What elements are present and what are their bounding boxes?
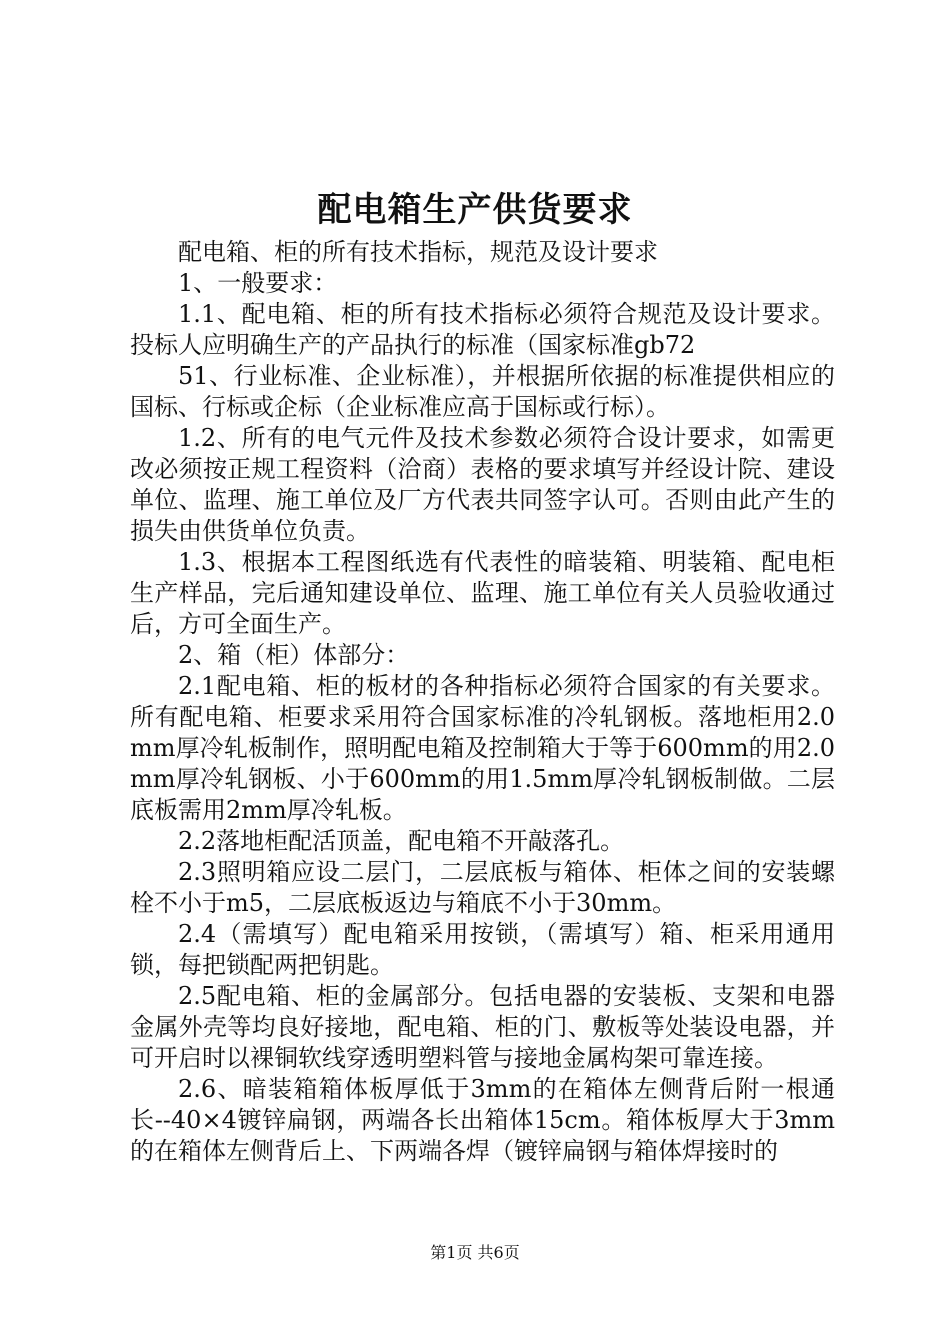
paragraph-2-1: 2.1配电箱、柜的板材的各种指标必须符合国家的有关要求。所有配电箱、柜要求采用符合国家标准的冷轧钢板。落地柜用2.0mm厚冷轧板制作，照明配电箱及控制箱大于等于600mm的用2.0mm厚冷轧钢板、小于600mm的用1.5mm厚冷轧钢板制做。二层底板需用2mm厚冷轧板。 <box>130 672 835 824</box>
paragraph-2-6: 2.6、暗装箱箱体板厚低于3mm的在箱体左侧背后附一根通长--40×4镀锌扁钢，两端各长出箱体15cm。箱体板厚大于3mm的在箱体左侧背后上、下两端各焊（镀锌扁钢与箱体焊接时的 <box>130 1075 835 1165</box>
paragraph-section-2-heading: 2、箱（柜）体部分： <box>178 641 410 669</box>
paragraph-1-3: 1.3、根据本工程图纸选有代表性的暗装箱、明装箱、配电柜生产样品，完后通知建设单位、监理、施工单位有关人员验收通过后，方可全面生产。 <box>130 548 835 638</box>
paragraph-1-2: 1.2、所有的电气元件及技术参数必须符合设计要求，如需更改必须按正规工程资料（洽商）表格的要求填写并经设计院、建设单位、监理、施工单位及厂方代表共同签字认可。否则由此产生的损失由供货单位负责。 <box>130 424 835 545</box>
paragraph-section-1-heading: 1、一般要求： <box>178 269 338 297</box>
paragraph-1-1-continued: 51、行业标准、企业标准），并根据所依据的标准提供相应的国标、行标或企标（企业标准应高于国标或行标）。 <box>130 362 835 421</box>
document-title: 配电箱生产供货要求 <box>317 190 633 230</box>
paragraph-2-4: 2.4（需填写）配电箱采用按锁，（需填写）箱、柜采用通用锁，每把锁配两把钥匙。 <box>130 920 835 979</box>
paragraph-1-1: 1.1、配电箱、柜的所有技术指标必须符合规范及设计要求。投标人应明确生产的产品执行的标准（国家标准gb72 <box>130 300 835 359</box>
paragraph-intro: 配电箱、柜的所有技术指标，规范及设计要求 <box>178 238 658 266</box>
paragraph-2-3: 2.3照明箱应设二层门，二层底板与箱体、柜体之间的安装螺栓不小于m5，二层底板返边与箱底不小于30mm。 <box>130 858 835 917</box>
paragraph-2-5: 2.5配电箱、柜的金属部分。包括电器的安装板、支架和电器金属外壳等均良好接地，配电箱、柜的门、敷板等处装设电器，并可开启时以裸铜软线穿透明塑料管与接地金属构架可靠连接。 <box>130 982 835 1072</box>
page-footer: 第1页 共6页 <box>430 1243 520 1262</box>
document-body <box>130 237 835 1167</box>
paragraph-2-2: 2.2落地柜配活顶盖，配电箱不开敲落孔。 <box>178 827 625 855</box>
